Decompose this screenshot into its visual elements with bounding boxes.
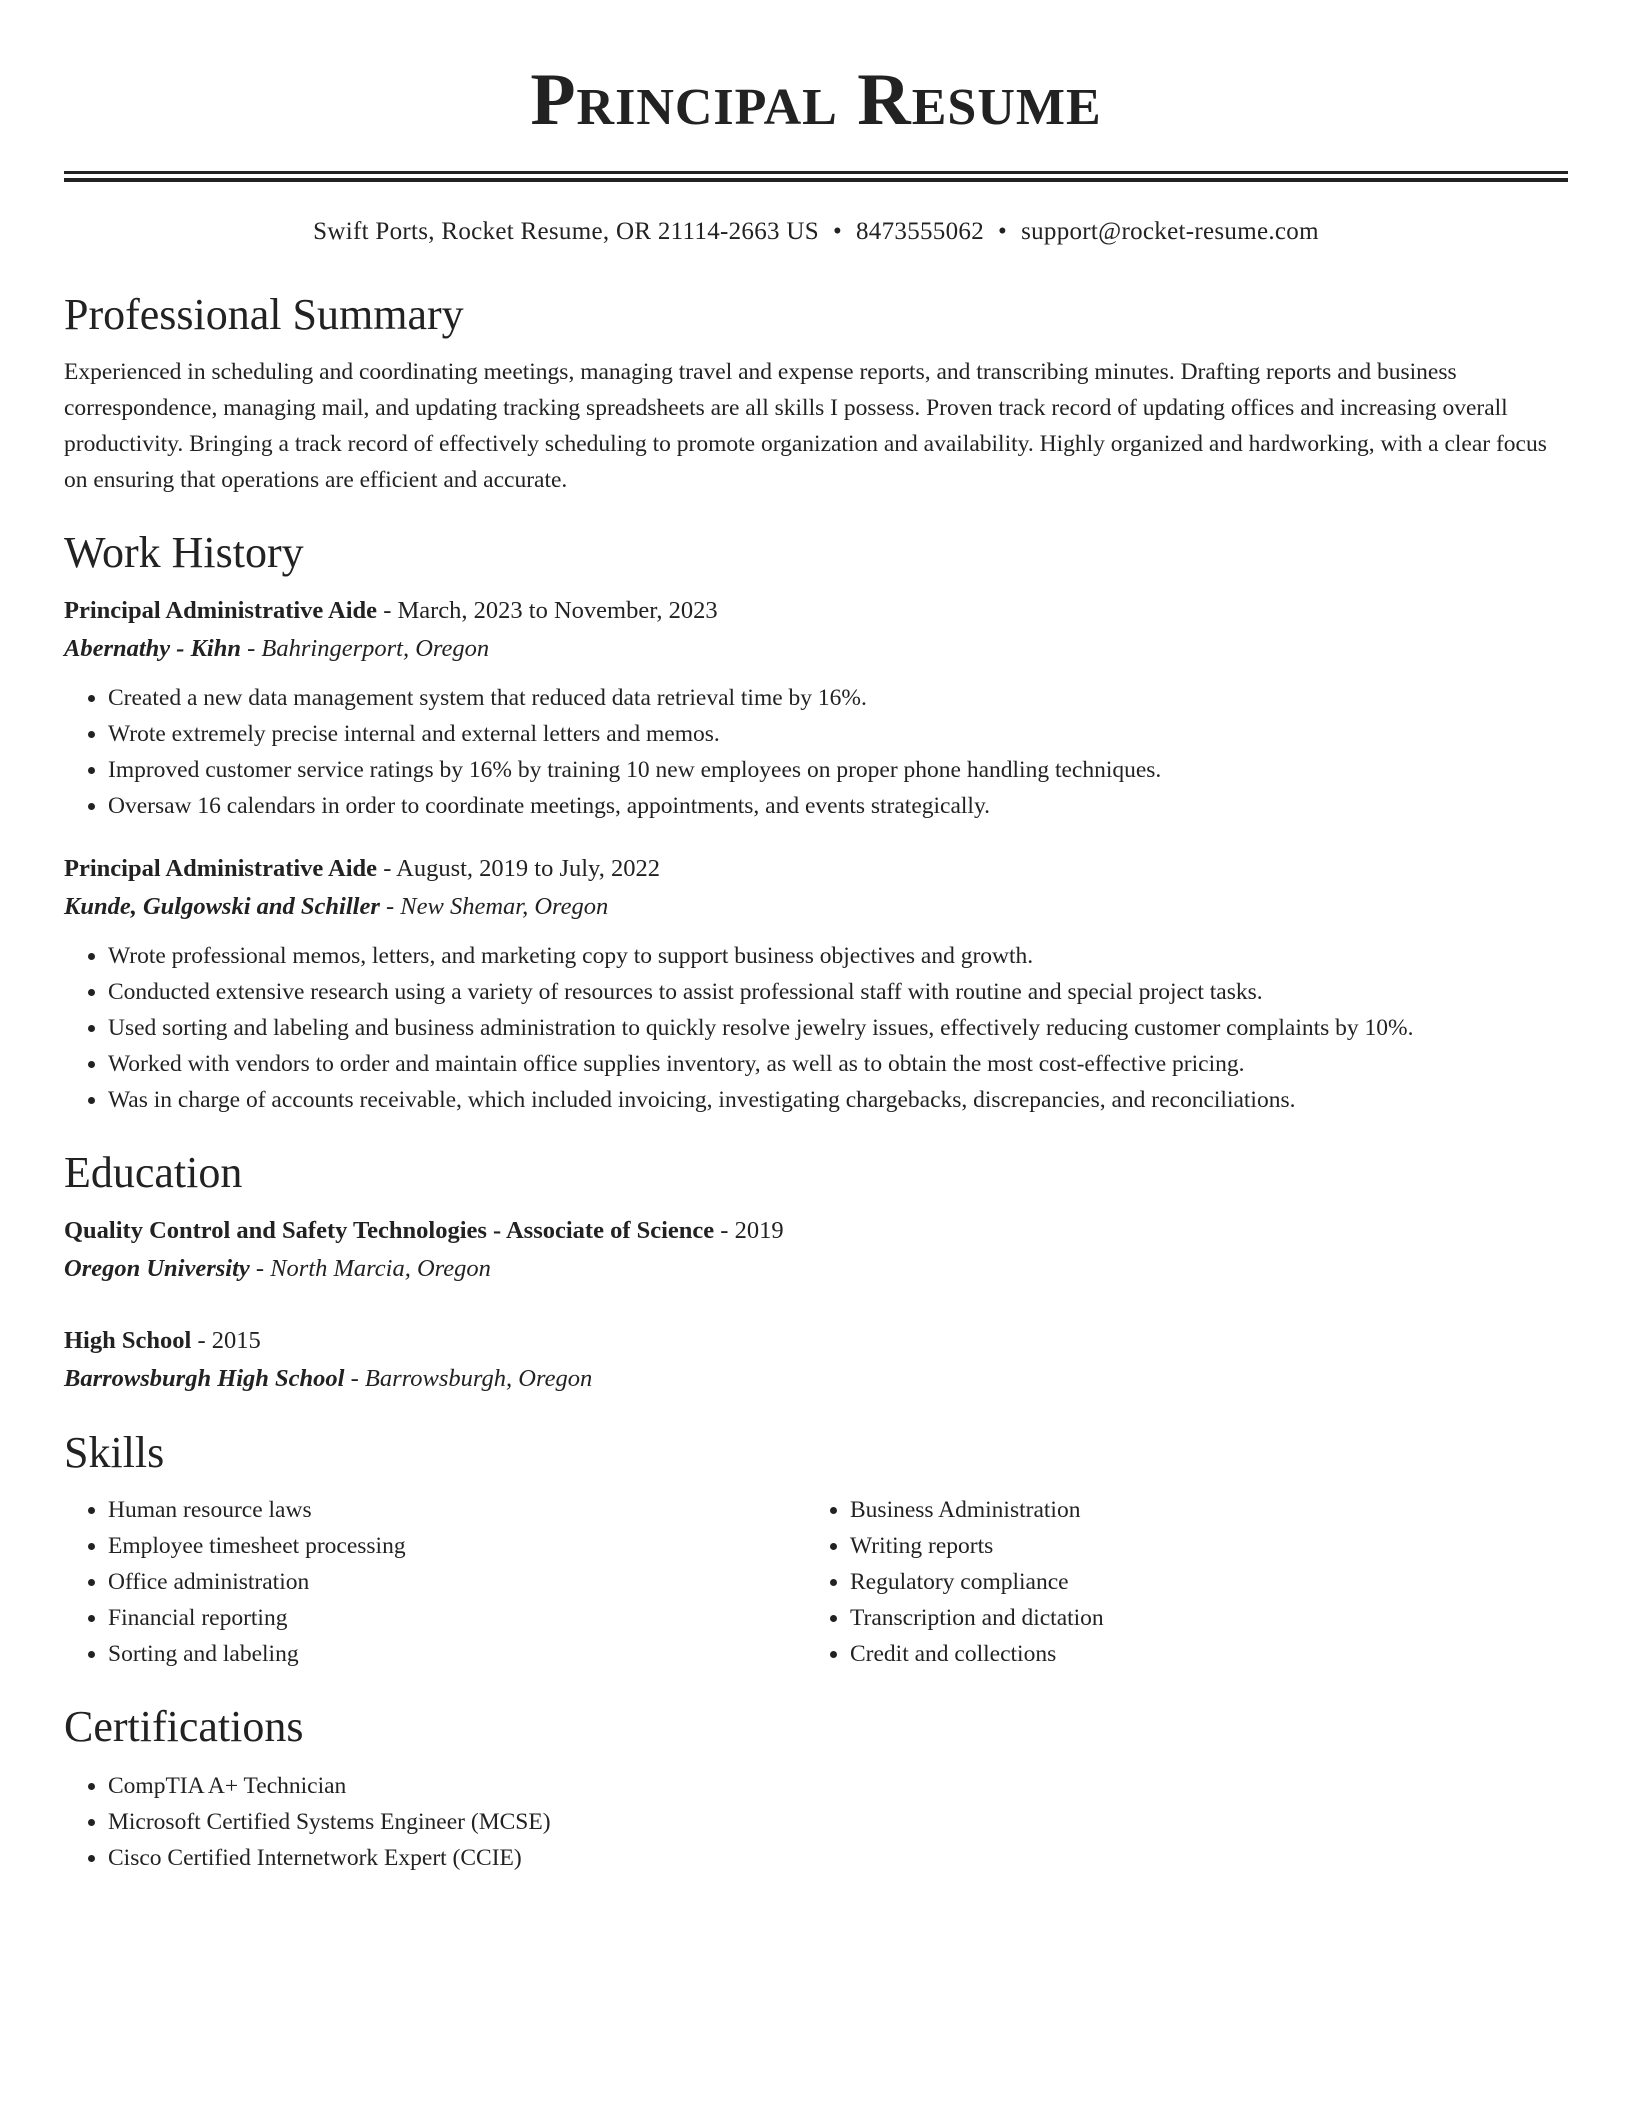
job-bullet: • Conducted extensive research using a variety of resources to assist professional staff with routine and special project tasks. <box>108 974 1568 1010</box>
job-header <box>64 850 1568 888</box>
skills-heading: Skills <box>64 1428 165 1477</box>
education-location: - North Marcia, Oregon <box>249 1255 491 1282</box>
education-school-line <box>64 1360 1568 1398</box>
skill-item: • Business Administration <box>850 1492 1548 1528</box>
certification-item: • Microsoft Certified Systems Engineer (MCSE) <box>108 1804 1568 1840</box>
contact-phone: 8473555062 <box>856 218 984 245</box>
summary-text: Experienced in scheduling and coordinating meetings, managing travel and expense reports, and transcribing minutes. Drafting reports and business correspondence, managing mail, and updating tracking spreadsheets are all skills I possess. Proven track record of updating offices and increasing overall productivity. Bringing a track record of effectively scheduling to promote organization and availability. Highly organized and hardworking, with a clear focus on ensuring that operations are efficient and accurate. <box>64 359 1547 493</box>
job-company: Kunde, Gulgowski and Schiller <box>64 893 380 920</box>
skill-item: • Regulatory compliance <box>850 1564 1548 1600</box>
resume-title: Principal Resume <box>530 59 1102 141</box>
certification-item: • Cisco Certified Internetwork Expert (CCIE) <box>108 1840 1568 1876</box>
job-employer <box>64 888 1568 926</box>
education-header <box>64 1212 1568 1250</box>
job-dates: - August, 2019 to July, 2022 <box>377 855 660 882</box>
job-role: Principal Administrative Aide <box>64 597 378 624</box>
work-history-heading: Work History <box>64 528 304 577</box>
job-bullet: • Worked with vendors to order and maintain office supplies inventory, as well as to obtain the most cost-effective pricing. <box>108 1046 1568 1082</box>
skill-item: • Credit and collections <box>850 1636 1548 1672</box>
skills-column-left <box>64 1492 806 1672</box>
education-school: Oregon University <box>64 1255 250 1282</box>
skills-column-right <box>806 1492 1548 1672</box>
education-location: - Barrowsburgh, Oregon <box>344 1365 593 1392</box>
skill-item: • Writing reports <box>850 1528 1548 1564</box>
certifications-list <box>64 1768 1568 1876</box>
job-bullet: • Wrote extremely precise internal and external letters and memos. <box>108 716 1568 752</box>
education-entry <box>64 1212 1568 1288</box>
contact-email: support@rocket-resume.com <box>1021 218 1319 245</box>
job-bullets <box>64 680 1568 824</box>
certifications-heading: Certifications <box>64 1702 304 1751</box>
job-dates: - March, 2023 to November, 2023 <box>377 597 718 624</box>
job-bullet: • Used sorting and labeling and business administration to quickly resolve jewelry issues, effectively reducing customer complaints by 10%. <box>108 1010 1568 1046</box>
job-location: - New Shemar, Oregon <box>379 893 609 920</box>
contact-separator: • <box>998 218 1008 245</box>
job-bullets <box>64 938 1568 1118</box>
education-degree: High School <box>64 1327 192 1354</box>
summary-heading: Professional Summary <box>64 290 464 339</box>
job-bullet: • Wrote professional memos, letters, and marketing copy to support business objectives and growth. <box>108 938 1568 974</box>
job-bullet: • Was in charge of accounts receivable, which included invoicing, investigating chargebacks, discrepancies, and reconciliations. <box>108 1082 1568 1118</box>
contact-separator: • <box>832 218 842 245</box>
job-company: Abernathy - Kihn <box>64 635 241 662</box>
education-entry <box>64 1322 1568 1398</box>
skills-grid <box>64 1492 1568 1672</box>
certification-item: • CompTIA A+ Technician <box>108 1768 1568 1804</box>
job-entry <box>64 592 1568 824</box>
education-heading: Education <box>64 1148 243 1197</box>
title-divider <box>64 171 1568 182</box>
education-school-line <box>64 1250 1568 1288</box>
education-school: Barrowsburgh High School <box>64 1365 345 1392</box>
skill-item: • Sorting and labeling <box>108 1636 806 1672</box>
job-header <box>64 592 1568 630</box>
skill-item: • Employee timesheet processing <box>108 1528 806 1564</box>
education-year: - 2015 <box>191 1327 261 1354</box>
skill-item: • Office administration <box>108 1564 806 1600</box>
contact-line <box>64 216 1568 248</box>
education-degree: Quality Control and Safety Technologies - Associate of Science <box>64 1217 715 1244</box>
skill-item: • Human resource laws <box>108 1492 806 1528</box>
job-bullet: • Created a new data management system that reduced data retrieval time by 16%. <box>108 680 1568 716</box>
contact-address: Swift Ports, Rocket Resume, OR 21114-2663 US <box>313 218 819 245</box>
job-entry <box>64 850 1568 1118</box>
skill-item: • Financial reporting <box>108 1600 806 1636</box>
education-header <box>64 1322 1568 1360</box>
skill-item: • Transcription and dictation <box>850 1600 1548 1636</box>
job-role: Principal Administrative Aide <box>64 855 378 882</box>
job-employer <box>64 630 1568 668</box>
education-year: - 2019 <box>714 1217 784 1244</box>
job-bullet: • Improved customer service ratings by 16% by training 10 new employees on proper phone handling techniques. <box>108 752 1568 788</box>
job-location: - Bahringerport, Oregon <box>241 635 490 662</box>
job-bullet: • Oversaw 16 calendars in order to coordinate meetings, appointments, and events strategically. <box>108 788 1568 824</box>
